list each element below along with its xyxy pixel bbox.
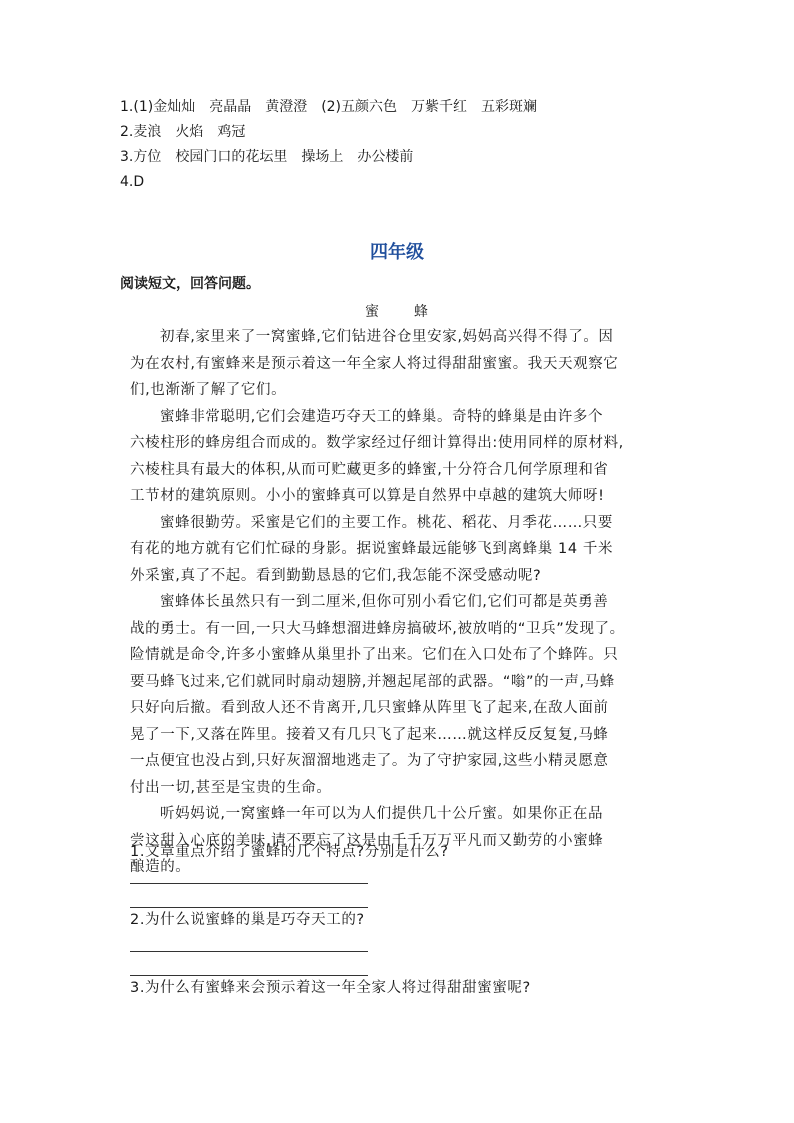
answer-line: 3.方位 校园门口的花坛里 操场上 办公楼前	[120, 149, 414, 165]
answer-blank-line[interactable]	[130, 884, 368, 908]
passage-line: 蜜蜂体长虽然只有一到二厘米,但你可别小看它们,它们可都是英勇善	[160, 594, 609, 610]
passage-line: 酿造的。	[130, 859, 191, 875]
passage-line: 有花的地方就有它们忙碌的身影。据说蜜蜂最远能够飞到离蜂巢 14 千米	[130, 541, 614, 557]
question-text: 2.为什么说蜜蜂的巢是巧夺天工的?	[130, 912, 365, 928]
passage-line: 听妈妈说,一窝蜜蜂一年可以为人们提供几十公斤蜜。如果你正在品	[160, 806, 604, 822]
question-block	[130, 908, 690, 976]
reading-instruction: 阅读短文，回答问题。	[120, 276, 260, 292]
passage-line: 为在农村,有蜜蜂来是预示着这一年全家人将过得甜甜蜜蜜。我天天观察它	[130, 355, 619, 372]
passage-line: 初春,家里来了一窝蜜蜂,它们钻进谷仓里安家,妈妈高兴得不得了。因	[160, 329, 614, 345]
answer-blank-line[interactable]	[130, 932, 368, 952]
grade-heading: 四年级	[370, 242, 424, 263]
answer-key	[120, 95, 680, 195]
passage-line: 只好向后撤。看到敌人还不肯离开,几只蜜蜂从阵里飞了起来,在敌人面前	[130, 700, 609, 716]
passage-line: 险情就是命令,许多小蜜蜂从巢里扑了出来。它们在入口处布了个蜂阵。只	[130, 647, 619, 663]
passage-line: 六棱柱形的蜂房组合而成的。数学家经过仔细计算得出:使用同样的原材料,	[130, 435, 624, 451]
passage-line: 们,也渐渐了解了它们。	[130, 382, 287, 398]
question-list	[130, 840, 690, 1000]
passage-line: 六棱柱具有最大的体积,从而可贮藏更多的蜂蜜,十分符合几何学原理和省	[130, 461, 609, 478]
question-text: 3.为什么有蜜蜂来会预示着这一年全家人将过得甜甜蜜蜜呢?	[130, 980, 531, 996]
passage-line: 尝这甜入心底的美味,请不要忘了这是由千千万万平凡而又勤劳的小蜜蜂	[130, 832, 604, 849]
passage-title-char-1: 蜜	[365, 304, 380, 320]
answer-line: 1.(1)金灿灿 亮晶晶 黄澄澄 (2)五颜六色 万紫千红 五彩斑斓	[120, 99, 538, 115]
question-block	[130, 976, 690, 1000]
passage-line: 晃了一下,又落在阵里。接着又有几只飞了起来……就这样反反复复,马蜂	[130, 726, 609, 743]
passage-title-char-2: 蜂	[414, 304, 429, 320]
answer-blank-line[interactable]	[130, 952, 368, 976]
passage-line: 要马蜂飞过来,它们就同时扇动翅膀,并翘起尾部的武器。“嗡”的一声,马蜂	[130, 673, 615, 690]
passage-title	[0, 301, 794, 323]
answer-line: 2.麦浪 火焰 鸡冠	[120, 124, 246, 140]
passage-body	[130, 324, 670, 881]
passage-line: 一点便宜也没占到,只好灰溜溜地逃走了。为了守护家园,这些小精灵愿意	[130, 753, 609, 769]
passage-line: 付出一切,甚至是宝贵的生命。	[130, 779, 332, 796]
passage-line: 外采蜜,真了不起。看到勤勤恳恳的它们,我怎能不深受感动呢?	[130, 567, 542, 584]
answer-line: 4.D	[120, 174, 145, 190]
answer-blank-line[interactable]	[130, 864, 368, 884]
passage-line: 工节材的建筑原则。小小的蜜蜂真可以算是自然界中卓越的建筑大师呀!	[130, 488, 605, 504]
question-text: 1.文章重点介绍了蜜蜂的几个特点?分别是什么?	[130, 844, 449, 860]
question-block	[130, 840, 690, 908]
passage-line: 蜜蜂很勤劳。采蜜是它们的主要工作。桃花、稻花、月季花……只要	[160, 514, 613, 531]
passage-line: 战的勇士。有一回,一只大马蜂想溜进蜂房搞破坏,被放哨的“卫兵”发现了。	[130, 620, 625, 637]
passage-line: 蜜蜂非常聪明,它们会建造巧夺天工的蜂巢。奇特的蜂巢是由许多个	[160, 408, 604, 425]
